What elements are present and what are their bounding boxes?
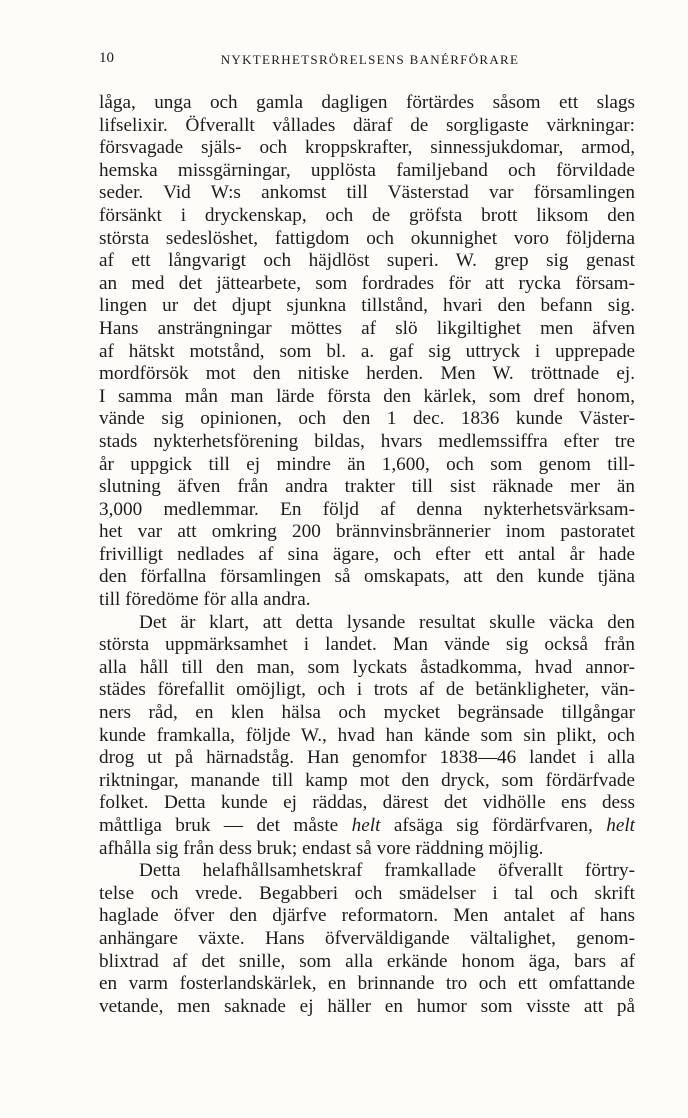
text-line: frivilligt nedlades af sina ägare, och efter ett antal år hade xyxy=(99,543,635,565)
text-segment: afsäga sig fördärfvaren, xyxy=(380,815,607,836)
text-line: het var att omkring 200 brännvinsbrännerier inom pastoratet xyxy=(99,521,635,543)
paragraph-last-line: till föredöme för alla andra. xyxy=(99,589,311,611)
text-line: stads nykterhetsförening bildas, hvars medlemssiffra efter tre xyxy=(99,430,635,452)
text-line: kunde framkalla, följde W., hvad han kände som sin plikt, och xyxy=(99,724,635,746)
text-line: hemska missgärningar, upplösta familjeband och förvildade xyxy=(99,159,635,181)
text-line: den förfallna församlingen så omskapats, att den kunde tjäna xyxy=(99,566,635,588)
text-line: af hätskt motstånd, som bl. a. gaf sig uttryck i upprepade xyxy=(99,340,635,362)
paragraph-first-line: Detta helafhållsamhetskraf framkallade öfverallt förtry- xyxy=(139,860,635,882)
body-text xyxy=(99,92,635,1018)
text-line: seder. Vid W:s ankomst till Västerstad var församlingen xyxy=(99,182,635,204)
text-line: telse och vrede. Begabberi och smädelser i tal och skrift xyxy=(99,882,635,904)
paragraph-last-line: afhålla sig från dess bruk; endast så vore räddning möjlig. xyxy=(99,837,544,859)
text-line: Hans ansträngningar möttes af slö likgiltighet men äfven xyxy=(99,317,635,339)
text-line: mordförsök mot den nitiske herden. Men W. tröttnade ej. xyxy=(99,363,635,385)
text-line: vände sig opinionen, och den 1 dec. 1836 kunde Väster- xyxy=(99,408,635,430)
text-line: vetande, men saknade ej häller en humor som visste att på xyxy=(99,995,635,1017)
page-number: 10 xyxy=(99,50,114,66)
text-line: år uppgick till ej mindre än 1,600, och som genom till- xyxy=(99,453,635,475)
text-line: största uppmärksamhet i landet. Man vände sig också från xyxy=(99,634,635,656)
text-segment: måttliga bruk — det måste xyxy=(99,815,352,836)
text-line: en varm fosterlandskärlek, en brinnande tro och ett omfattande xyxy=(99,973,635,995)
text-line: an med det jättearbete, som fordrades för att rycka försam- xyxy=(99,272,635,294)
text-line-with-italics xyxy=(99,815,635,838)
text-line: ners råd, en klen hälsa och mycket begränsade tillgångar xyxy=(99,702,635,724)
text-line: 3,000 medlemmar. En följd af denna nykterhetsvärksam- xyxy=(99,498,635,520)
text-line: haglade öfver den djärfve reformatorn. Men antalet af hans xyxy=(99,905,635,927)
text-line: lingen ur det djupt sjunkna tillstånd, hvari den befann sig. xyxy=(99,295,635,317)
text-line: anhängare växte. Hans öfverväldigande vältalighet, genom- xyxy=(99,927,635,949)
text-line: drog ut på härnadståg. Han genomfor 1838—46 landet i alla xyxy=(99,747,635,769)
text-line: låga, unga och gamla dagligen förtärdes såsom ett slags xyxy=(99,92,635,113)
text-line: största sedeslöshet, fattigdom och okunnighet voro följderna xyxy=(99,227,635,249)
text-line: folket. Detta kunde ej räddas, därest det vidhölle ens dess xyxy=(99,792,635,814)
text-line: I samma mån man lärde första den kärlek, som dref honom, xyxy=(99,385,635,407)
paragraph-first-line: Det är klart, att detta lysande resultat skulle väcka den xyxy=(139,611,635,633)
italic-word: helt xyxy=(606,815,635,836)
text-line: af ett långvarigt och häjdlöst superi. W. grep sig genast xyxy=(99,250,635,272)
text-line: alla håll till den man, som lyckats åstadkomma, hvad annor- xyxy=(99,656,635,678)
text-line: lifselixir. Öfverallt vållades däraf de sorgligaste värkningar: xyxy=(99,114,635,136)
text-line: försvagade själs- och kroppskrafter, sinnessjukdomar, armod, xyxy=(99,137,635,159)
text-line: blixtrad af det snille, som alla erkände honom äga, bars af xyxy=(99,950,635,972)
page-header xyxy=(99,50,635,72)
italic-word: helt xyxy=(351,815,381,836)
text-line: försänkt i dryckenskap, och de gröfsta brott liksom den xyxy=(99,204,635,226)
text-line: riktningar, manande till kamp mot den dryck, som fördärfvade xyxy=(99,769,635,791)
text-line: slutning äfven från andra trakter till sist räknade mer än xyxy=(99,476,635,498)
running-title: NYKTERHETSRÖRELSENS BANÉRFÖRARE xyxy=(220,52,520,67)
text-line: städes förefallit omöjligt, och i trots af de betänkligheter, vän- xyxy=(99,679,635,701)
